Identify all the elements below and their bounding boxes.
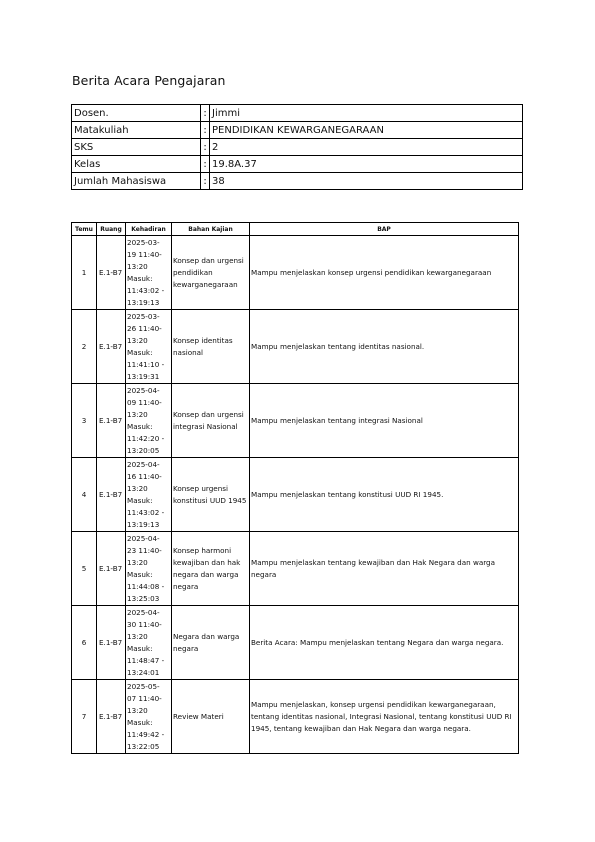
session-attendance bbox=[126, 458, 172, 532]
attendance-line: 09 11:40- bbox=[127, 397, 162, 407]
attendance-line: 11:41:10 - bbox=[127, 359, 165, 369]
info-separator: : bbox=[201, 122, 210, 139]
table-row bbox=[72, 606, 519, 680]
attendance-line: 13:20 bbox=[127, 557, 148, 567]
attendance-line: 11:42:20 - bbox=[127, 433, 165, 443]
session-room: E.1-B7 bbox=[97, 532, 126, 606]
info-row-kelas bbox=[72, 156, 523, 173]
course-info-table bbox=[71, 104, 523, 190]
header-bap: BAP bbox=[250, 223, 519, 236]
session-number: 5 bbox=[72, 532, 97, 606]
session-attendance bbox=[126, 532, 172, 606]
info-value: PENDIDIKAN KEWARGANEGARAAN bbox=[210, 122, 523, 139]
attendance-line: 13:25:03 bbox=[127, 593, 160, 603]
info-row-sks bbox=[72, 139, 523, 156]
attendance-line: 11:43:02 - bbox=[127, 285, 165, 295]
session-number: 1 bbox=[72, 236, 97, 310]
attendance-line: 13:20 bbox=[127, 409, 148, 419]
attendance-line: Masuk: bbox=[127, 643, 153, 653]
session-room: E.1-B7 bbox=[97, 680, 126, 754]
attendance-line: 2025-04- bbox=[127, 607, 160, 617]
table-row bbox=[72, 236, 519, 310]
attendance-line: 11:43:02 - bbox=[127, 507, 165, 517]
attendance-line: 2025-03- bbox=[127, 237, 160, 247]
attendance-line: 2025-04- bbox=[127, 385, 160, 395]
attendance-line: 13:24:01 bbox=[127, 667, 160, 677]
session-table-body bbox=[72, 236, 519, 754]
attendance-line: Masuk: bbox=[127, 347, 153, 357]
attendance-line: 2025-04- bbox=[127, 459, 160, 469]
attendance-line: 13:20 bbox=[127, 631, 148, 641]
info-label: Kelas bbox=[72, 156, 201, 173]
session-number: 6 bbox=[72, 606, 97, 680]
info-value: 19.8A.37 bbox=[210, 156, 523, 173]
session-attendance bbox=[126, 310, 172, 384]
attendance-line: 2025-05- bbox=[127, 681, 160, 691]
session-topic: Konsep urgensi konstitusi UUD 1945 bbox=[172, 458, 250, 532]
attendance-line: Masuk: bbox=[127, 421, 153, 431]
session-topic: Review Materi bbox=[172, 680, 250, 754]
session-topic: Konsep dan urgensi integrasi Nasional bbox=[172, 384, 250, 458]
attendance-line: 13:20 bbox=[127, 335, 148, 345]
header-ruang: Ruang bbox=[97, 223, 126, 236]
table-row bbox=[72, 310, 519, 384]
session-room: E.1-B7 bbox=[97, 310, 126, 384]
attendance-line: 16 11:40- bbox=[127, 471, 162, 481]
info-separator: : bbox=[201, 156, 210, 173]
info-label: SKS bbox=[72, 139, 201, 156]
session-attendance bbox=[126, 606, 172, 680]
info-label: Jumlah Mahasiswa bbox=[72, 173, 201, 190]
session-bap: Mampu menjelaskan tentang konstitusi UUD RI 1945. bbox=[250, 458, 519, 532]
session-room: E.1-B7 bbox=[97, 236, 126, 310]
table-row bbox=[72, 680, 519, 754]
attendance-line: Masuk: bbox=[127, 569, 153, 579]
attendance-line: 11:48:47 - bbox=[127, 655, 165, 665]
session-bap: Mampu menjelaskan konsep urgensi pendidikan kewarganegaraan bbox=[250, 236, 519, 310]
info-row-dosen bbox=[72, 105, 523, 122]
info-separator: : bbox=[201, 105, 210, 122]
session-topic: Konsep identitas nasional bbox=[172, 310, 250, 384]
session-room: E.1-B7 bbox=[97, 458, 126, 532]
attendance-line: 13:19:13 bbox=[127, 297, 160, 307]
attendance-line: 2025-03- bbox=[127, 311, 160, 321]
session-bap: Berita Acara: Mampu menjelaskan tentang Negara dan warga negara. bbox=[250, 606, 519, 680]
session-attendance bbox=[126, 680, 172, 754]
attendance-line: 11:49:42 - bbox=[127, 729, 165, 739]
session-number: 4 bbox=[72, 458, 97, 532]
attendance-line: Masuk: bbox=[127, 273, 153, 283]
session-bap: Mampu menjelaskan tentang kewajiban dan Hak Negara dan warga negara bbox=[250, 532, 519, 606]
session-attendance bbox=[126, 236, 172, 310]
info-separator: : bbox=[201, 173, 210, 190]
attendance-line: 13:20 bbox=[127, 705, 148, 715]
table-row bbox=[72, 458, 519, 532]
session-topic: Konsep dan urgensi pendidikan kewarganegaraan bbox=[172, 236, 250, 310]
info-row-matakuliah bbox=[72, 122, 523, 139]
attendance-line: Masuk: bbox=[127, 495, 153, 505]
info-value: 2 bbox=[210, 139, 523, 156]
session-table bbox=[71, 222, 519, 754]
attendance-line: 13:22:05 bbox=[127, 741, 160, 751]
session-number: 3 bbox=[72, 384, 97, 458]
info-value: 38 bbox=[210, 173, 523, 190]
attendance-line: 30 11:40- bbox=[127, 619, 162, 629]
page-title: Berita Acara Pengajaran bbox=[72, 73, 226, 88]
session-room: E.1-B7 bbox=[97, 606, 126, 680]
session-room: E.1-B7 bbox=[97, 384, 126, 458]
info-value: Jimmi bbox=[210, 105, 523, 122]
attendance-line: 13:19:13 bbox=[127, 519, 160, 529]
attendance-line: 23 11:40- bbox=[127, 545, 162, 555]
info-separator: : bbox=[201, 139, 210, 156]
attendance-line: 26 11:40- bbox=[127, 323, 162, 333]
attendance-line: 11:44:08 - bbox=[127, 581, 165, 591]
info-label: Matakuliah bbox=[72, 122, 201, 139]
header-bahan-kajian: Bahan Kajian bbox=[172, 223, 250, 236]
session-table-header bbox=[72, 223, 519, 236]
session-bap: Mampu menjelaskan tentang integrasi Nasional bbox=[250, 384, 519, 458]
session-number: 7 bbox=[72, 680, 97, 754]
attendance-line: Masuk: bbox=[127, 717, 153, 727]
attendance-line: 13:19:31 bbox=[127, 371, 160, 381]
session-topic: Negara dan warga negara bbox=[172, 606, 250, 680]
session-attendance bbox=[126, 384, 172, 458]
session-number: 2 bbox=[72, 310, 97, 384]
session-bap: Mampu menjelaskan tentang identitas nasional. bbox=[250, 310, 519, 384]
table-row bbox=[72, 384, 519, 458]
header-kehadiran: Kehadiran bbox=[126, 223, 172, 236]
attendance-line: 13:20:05 bbox=[127, 445, 160, 455]
table-row bbox=[72, 532, 519, 606]
session-topic: Konsep harmoni kewajiban dan hak negara dan warga negara bbox=[172, 532, 250, 606]
attendance-line: 19 11:40- bbox=[127, 249, 162, 259]
attendance-line: 07 11:40- bbox=[127, 693, 162, 703]
attendance-line: 13:20 bbox=[127, 483, 148, 493]
info-label: Dosen. bbox=[72, 105, 201, 122]
attendance-line: 2025-04- bbox=[127, 533, 160, 543]
info-row-jumlah-mahasiswa bbox=[72, 173, 523, 190]
header-temu: Temu bbox=[72, 223, 97, 236]
session-bap: Mampu menjelaskan, konsep urgensi pendidikan kewarganegaraan, tentang identitas nasional, Integrasi Nasional, tentang konstitusi UUD RI 1945, tentang kewajiban dan Hak Negara dan warga negara. bbox=[250, 680, 519, 754]
attendance-line: 13:20 bbox=[127, 261, 148, 271]
